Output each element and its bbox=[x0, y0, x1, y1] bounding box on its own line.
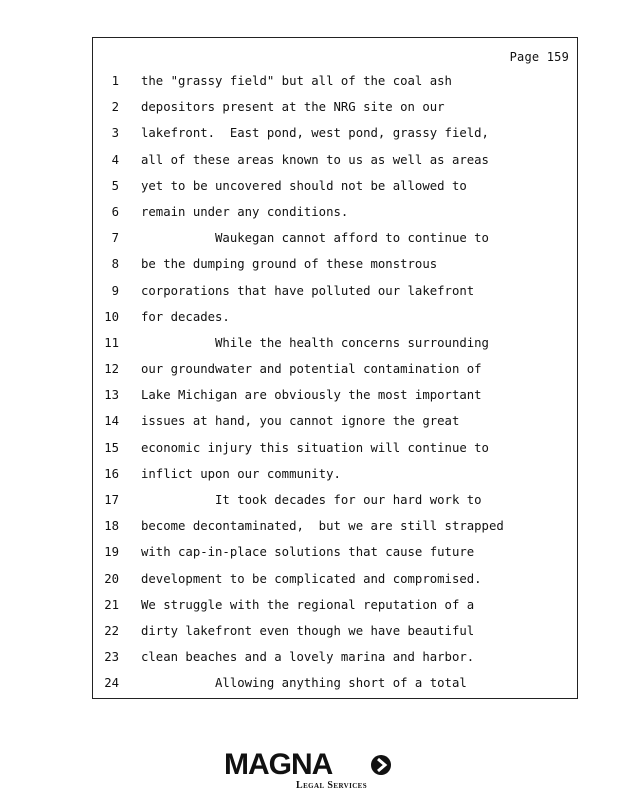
logo-wordmark: MAGNA bbox=[224, 748, 333, 781]
transcript-line bbox=[93, 382, 577, 408]
line-number: 22 bbox=[104, 623, 119, 638]
magna-logo bbox=[224, 748, 396, 792]
line-text: our groundwater and potential contamination of bbox=[141, 362, 482, 377]
line-text: all of these areas known to us as well as areas bbox=[141, 152, 489, 167]
transcript-line bbox=[93, 592, 577, 618]
line-text: lakefront. East pond, west pond, grassy field, bbox=[141, 126, 489, 141]
transcript-line bbox=[93, 539, 577, 565]
line-number: 12 bbox=[104, 362, 119, 377]
line-text: Waukegan cannot afford to continue to bbox=[141, 231, 489, 246]
line-number: 4 bbox=[111, 152, 119, 167]
line-text: While the health concerns surrounding bbox=[141, 335, 489, 350]
transcript-line bbox=[93, 566, 577, 592]
line-number: 7 bbox=[111, 231, 119, 246]
line-number: 9 bbox=[111, 283, 119, 298]
transcript-line bbox=[93, 304, 577, 330]
line-number: 11 bbox=[104, 335, 119, 350]
line-number: 15 bbox=[104, 440, 119, 455]
transcript-lines bbox=[93, 68, 577, 697]
transcript-line bbox=[93, 487, 577, 513]
logo-tagline: Legal Services bbox=[296, 780, 368, 791]
line-number: 6 bbox=[111, 204, 119, 219]
transcript-line bbox=[93, 356, 577, 382]
line-text: development to be complicated and compromised. bbox=[141, 571, 482, 586]
chevron-circle-icon bbox=[370, 754, 392, 776]
line-text: yet to be uncovered should not be allowed to bbox=[141, 178, 467, 193]
transcript-line bbox=[93, 225, 577, 251]
line-text: remain under any conditions. bbox=[141, 204, 349, 219]
transcript-line bbox=[93, 120, 577, 146]
transcript-line bbox=[93, 644, 577, 670]
line-text: Lake Michigan are obviously the most important bbox=[141, 388, 482, 403]
line-text: be the dumping ground of these monstrous bbox=[141, 257, 438, 272]
transcript-line bbox=[93, 618, 577, 644]
line-text: inflict upon our community. bbox=[141, 466, 341, 481]
transcript-line bbox=[93, 147, 577, 173]
transcript-page bbox=[92, 37, 578, 699]
line-number: 14 bbox=[104, 414, 119, 429]
transcript-line bbox=[93, 408, 577, 434]
line-number: 3 bbox=[111, 126, 119, 141]
line-text: the "grassy field" but all of the coal ash bbox=[141, 74, 452, 88]
line-text: issues at hand, you cannot ignore the great bbox=[141, 414, 460, 429]
page-number: Page 159 bbox=[509, 50, 569, 64]
line-number: 13 bbox=[104, 388, 119, 403]
transcript-line bbox=[93, 670, 577, 696]
line-number: 18 bbox=[104, 519, 119, 534]
line-number: 24 bbox=[104, 676, 119, 691]
line-text: corporations that have polluted our lakefront bbox=[141, 283, 475, 298]
transcript-line bbox=[93, 513, 577, 539]
line-number: 17 bbox=[104, 493, 119, 507]
line-number: 2 bbox=[111, 100, 119, 115]
line-text: economic injury this situation will continue to bbox=[141, 440, 489, 455]
line-text: depositors present at the NRG site on our bbox=[141, 100, 445, 115]
line-text: for decades. bbox=[141, 309, 230, 324]
line-text: We struggle with the regional reputation of a bbox=[141, 597, 475, 612]
transcript-line bbox=[93, 251, 577, 277]
line-text: become decontaminated, but we are still strapped bbox=[141, 519, 504, 534]
transcript-line bbox=[93, 173, 577, 199]
line-number: 19 bbox=[104, 545, 119, 560]
line-text: Allowing anything short of a total bbox=[141, 676, 467, 691]
line-text: with cap-in-place solutions that cause future bbox=[141, 545, 475, 560]
transcript-line bbox=[93, 461, 577, 487]
line-number: 10 bbox=[104, 309, 119, 324]
line-number: 1 bbox=[111, 74, 119, 88]
line-number: 8 bbox=[111, 257, 119, 272]
line-text: dirty lakefront even though we have beautiful bbox=[141, 623, 475, 638]
line-number: 5 bbox=[111, 178, 119, 193]
transcript-line bbox=[93, 199, 577, 225]
line-number: 16 bbox=[104, 466, 119, 481]
transcript-line bbox=[93, 278, 577, 304]
line-number: 23 bbox=[104, 650, 119, 665]
line-number: 20 bbox=[104, 571, 119, 586]
line-text: It took decades for our hard work to bbox=[141, 493, 482, 507]
transcript-line bbox=[93, 435, 577, 461]
transcript-line bbox=[93, 94, 577, 120]
line-number: 21 bbox=[104, 597, 119, 612]
line-text: clean beaches and a lovely marina and harbor. bbox=[141, 650, 475, 665]
transcript-line bbox=[93, 330, 577, 356]
transcript-line bbox=[93, 68, 577, 94]
